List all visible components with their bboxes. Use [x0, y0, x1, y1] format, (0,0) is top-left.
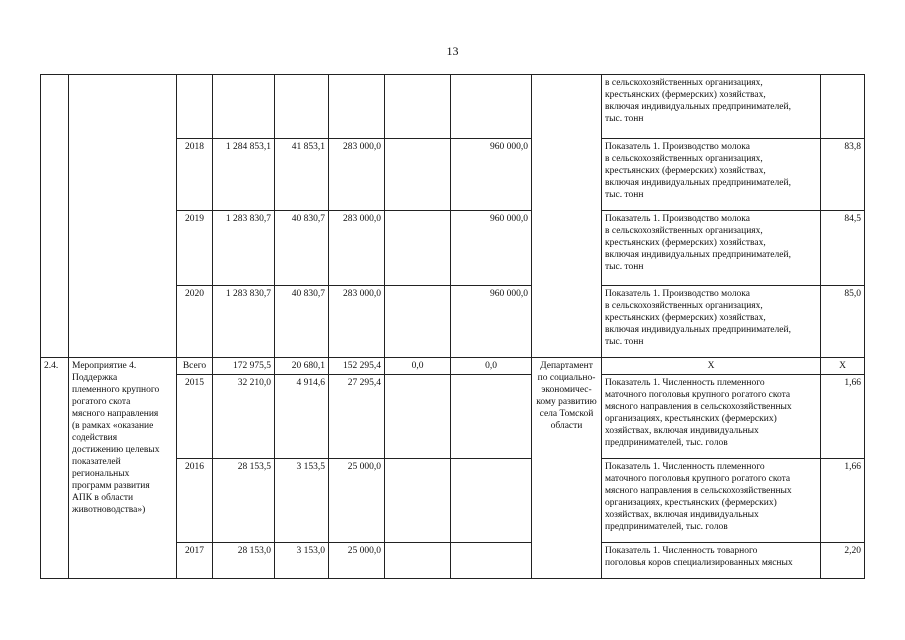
- year-cell: Всего: [177, 358, 213, 375]
- regional-cell: 283 000,0: [329, 139, 385, 211]
- federal-cell: [275, 75, 329, 139]
- year-cell: 2015: [177, 375, 213, 459]
- indicator-cell: Х: [602, 358, 821, 375]
- total-cell: 1 284 853,1: [213, 139, 275, 211]
- total-cell: 28 153,0: [213, 543, 275, 579]
- federal-cell: 40 830,7: [275, 211, 329, 286]
- indicator-value-cell: Х: [821, 358, 865, 375]
- federal-cell: 41 853,1: [275, 139, 329, 211]
- extra-budget-cell: [451, 375, 532, 459]
- local-cell: [385, 459, 451, 543]
- local-cell: [385, 139, 451, 211]
- federal-cell: 4 914,6: [275, 375, 329, 459]
- executor-cell: Департамент по социально- экономичес- кому развитию села Томской области: [532, 358, 602, 579]
- local-cell: 0,0: [385, 358, 451, 375]
- indicator-value-cell: 2,20: [821, 543, 865, 579]
- extra-budget-cell: [451, 459, 532, 543]
- local-cell: [385, 375, 451, 459]
- page-number: 13: [446, 44, 459, 58]
- local-cell: [385, 543, 451, 579]
- regional-cell: 283 000,0: [329, 286, 385, 358]
- year-cell: [177, 75, 213, 139]
- total-cell: 1 283 830,7: [213, 286, 275, 358]
- local-cell: [385, 286, 451, 358]
- federal-cell: 3 153,5: [275, 459, 329, 543]
- row-number-cell: [41, 75, 69, 358]
- year-cell: 2017: [177, 543, 213, 579]
- indicator-cell: Показатель 1. Производство молока в сельскохозяйственных организациях, крестьянских (фермерских) хозяйствах, включая индивидуальных предпринимателей, тыс. тонн: [602, 286, 821, 358]
- extra-budget-cell: [451, 543, 532, 579]
- executor-cell: [532, 75, 602, 358]
- indicator-value-cell: 85,0: [821, 286, 865, 358]
- federal-cell: 20 680,1: [275, 358, 329, 375]
- local-cell: [385, 75, 451, 139]
- year-cell: 2016: [177, 459, 213, 543]
- indicator-value-cell: 1,66: [821, 459, 865, 543]
- year-cell: 2019: [177, 211, 213, 286]
- year-cell: 2018: [177, 139, 213, 211]
- indicator-cell: Показатель 1. Производство молока в сельскохозяйственных организациях, крестьянских (фермерских) хозяйствах, включая индивидуальных предпринимателей, тыс. тонн: [602, 139, 821, 211]
- year-cell: 2020: [177, 286, 213, 358]
- federal-cell: 40 830,7: [275, 286, 329, 358]
- extra-budget-cell: 960 000,0: [451, 211, 532, 286]
- regional-cell: 27 295,4: [329, 375, 385, 459]
- regional-cell: 25 000,0: [329, 543, 385, 579]
- measure-name-cell: [69, 75, 177, 358]
- regional-cell: [329, 75, 385, 139]
- indicator-value-cell: 1,66: [821, 375, 865, 459]
- indicator-cell: Показатель 1. Численность племенного маточного поголовья крупного рогатого скота мясного направления в сельскохозяйственных организациях, крестьянских (фермерских) хозяйствах, включая индивидуальных предпринимателей, тыс. голов: [602, 459, 821, 543]
- indicator-cell: в сельскохозяйственных организациях, крестьянских (фермерских) хозяйствах, включая индивидуальных предпринимателей, тыс. тонн: [602, 75, 821, 139]
- measure-name-cell: Мероприятие 4. Поддержка племенного крупного рогатого скота мясного направления (в рамках «оказание содействия достижению целевых показателей региональных программ развития АПК в области животноводства»): [69, 358, 177, 579]
- extra-budget-cell: [451, 75, 532, 139]
- extra-budget-cell: 0,0: [451, 358, 532, 375]
- total-cell: 172 975,5: [213, 358, 275, 375]
- indicator-value-cell: [821, 75, 865, 139]
- regional-cell: 283 000,0: [329, 211, 385, 286]
- program-table: [40, 74, 865, 579]
- federal-cell: 3 153,0: [275, 543, 329, 579]
- local-cell: [385, 211, 451, 286]
- extra-budget-cell: 960 000,0: [451, 286, 532, 358]
- regional-cell: 25 000,0: [329, 459, 385, 543]
- indicator-value-cell: 83,8: [821, 139, 865, 211]
- indicator-cell: Показатель 1. Численность племенного маточного поголовья крупного рогатого скота мясного направления в сельскохозяйственных организациях, крестьянских (фермерских) хозяйствах, включая индивидуальных предпринимателей, тыс. голов: [602, 375, 821, 459]
- row-number-cell: 2.4.: [41, 358, 69, 579]
- table-row: [41, 358, 865, 375]
- indicator-value-cell: 84,5: [821, 211, 865, 286]
- total-cell: 1 283 830,7: [213, 211, 275, 286]
- indicator-cell: Показатель 1. Численность товарного поголовья коров специализированных мясных: [602, 543, 821, 579]
- table-row: [41, 75, 865, 139]
- extra-budget-cell: 960 000,0: [451, 139, 532, 211]
- total-cell: 28 153,5: [213, 459, 275, 543]
- total-cell: 32 210,0: [213, 375, 275, 459]
- regional-cell: 152 295,4: [329, 358, 385, 375]
- total-cell: [213, 75, 275, 139]
- indicator-cell: Показатель 1. Производство молока в сельскохозяйственных организациях, крестьянских (фермерских) хозяйствах, включая индивидуальных предпринимателей, тыс. тонн: [602, 211, 821, 286]
